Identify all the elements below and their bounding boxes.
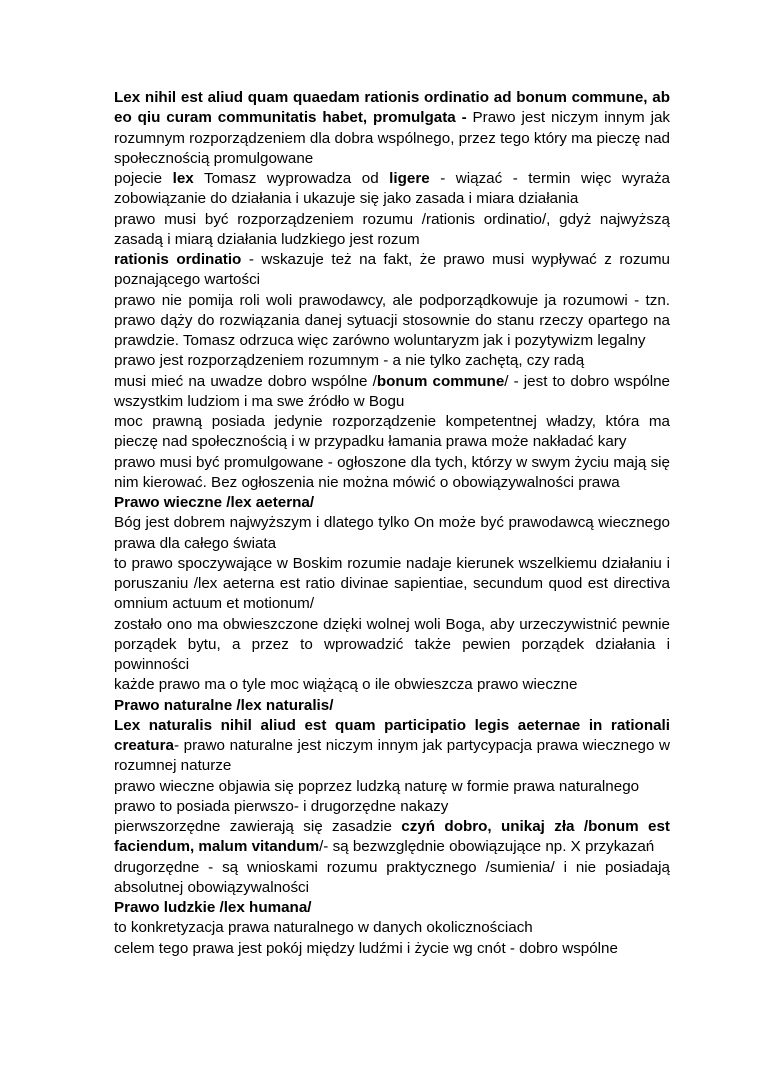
paragraph-text: prawo nie pomija roli woli prawodawcy, ale podporządkowuje ja rozumowi - tzn. prawo dąży do rozwiązania danej sytuacji stosownie do stanu rzeczy opartego na prawdzie. Tomasz odrzuca więc zarówno woluntaryzm jak i pozytywizm legalny — [114, 291, 670, 349]
paragraph-text: prawo musi być rozporządzeniem rozumu /rationis ordinatio/, gdyż najwyższą zasadą i miarą działania ludzkiego jest rozum — [114, 210, 670, 248]
term-ligere: ligere — [389, 170, 430, 187]
paragraph-text: moc prawną posiada jedynie rozporządzenie kompetentnej władzy, która ma pieczę nad społecznością i w przypadku łamania prawa może nakładać kary — [114, 413, 670, 451]
paragraph-divine-reason — [114, 554, 670, 615]
paragraph-lex-naturalis-definition — [114, 716, 670, 777]
paragraph-concretization — [114, 918, 670, 938]
paragraph-goal — [114, 939, 670, 959]
paragraph-text: prawo musi być promulgowane - ogłoszone dla tych, którzy w swym życiu mają się nim kierować. Bez ogłoszenia nie można mówić o obowiązywalności prawa — [114, 453, 670, 491]
paragraph-text: prawo jest rozporządzeniem rozumnym - a nie tylko zachętą, czy radą — [114, 352, 585, 370]
paragraph-lex-etymology — [114, 169, 670, 210]
paragraph-precepts — [114, 797, 670, 817]
latin-definition: Lex nihil est aliud quam quaedam rationis ordinatio ad bonum commune, ab eo qiu curam communitatis habet, promulgata - — [114, 89, 670, 127]
paragraph-text: musi mieć na uwadze dobro wspólne / — [114, 372, 377, 390]
paragraph-text: to prawo spoczywające w Boskim rozumie nadaje kierunek wszelkiemu działaniu i poruszaniu /lex aeterna est ratio divinae sapientiae, secundum quod est directiva omnium actuum et motionum/ — [114, 554, 670, 613]
paragraph-primary-precepts — [114, 817, 670, 858]
paragraph-text: / - jest to dobro wspólne wszystkim ludziom i ma swe źródło w Bogu — [114, 372, 670, 410]
heading-lex-humana: Prawo ludzkie /lex humana/ — [114, 899, 312, 916]
document-page — [114, 88, 670, 959]
paragraph-text: /- są bezwzględnie obowiązujące np. X przykazań — [319, 838, 655, 856]
term-rationis-ordinatio: rationis ordinatio — [114, 251, 242, 268]
paragraph-text: - wiązać - termin więc wyraża zobowiązanie do działania i ukazuje się jako zasada i miara działania — [114, 170, 670, 208]
paragraph-text: celem tego prawa jest pokój między ludźmi i życie wg cnót - dobro wspólne — [114, 939, 618, 957]
paragraph-legal-power — [114, 412, 670, 453]
term-bonum-faciendum: czyń dobro, unikaj zła /bonum est faciendum, malum vitandum — [114, 818, 670, 856]
heading-lex-aeterna: Prawo wieczne /lex aeterna/ — [114, 494, 315, 511]
paragraph-secondary-precepts — [114, 858, 670, 899]
paragraph-text: - wskazuje też na fakt, że prawo musi wypływać z rozumu poznającego wartości — [114, 251, 670, 289]
paragraph-text: pierwszorzędne zawierają się zasadzie — [114, 818, 402, 835]
paragraph-text: drugorzędne - są wnioskami rozumu praktycznego /sumienia/ i nie posiadają absolutnej obowiązywalności — [114, 858, 670, 896]
paragraph-text: każde prawo ma o tyle moc wiążącą o ile obwieszcza prawo wieczne — [114, 676, 578, 694]
paragraph-text: prawo to posiada pierwszo- i drugorzędne nakazy — [114, 797, 449, 815]
paragraph-promulgation — [114, 453, 670, 494]
paragraph-proclaimed — [114, 615, 670, 676]
paragraph-text: pojecie — [114, 170, 173, 187]
latin-definition: Lex naturalis nihil aliud est quam participatio legis aeternae in rationali creatura — [114, 716, 670, 754]
paragraph-text: to konkretyzacja prawa naturalnego w danych okolicznościach — [114, 919, 533, 937]
paragraph-common-good — [114, 372, 670, 413]
paragraph-binding-force — [114, 675, 670, 695]
paragraph-text: Prawo jest niczym innym jak rozumnym rozporządzeniem dla dobra wspólnego, przez tego który ma pieczę nad społecznością promulgowane — [114, 109, 670, 167]
paragraph-lex-definition — [114, 88, 670, 169]
paragraph-text: prawo wieczne objawia się poprzez ludzką naturę w formie prawa naturalnego — [114, 777, 640, 795]
paragraph-text: - prawo naturalne jest niczym innym jak partycypacja prawa wiecznego w rozumnej naturze — [114, 737, 670, 775]
paragraph-text: zostało ono ma obwieszczone dzięki wolnej woli Boga, aby urzeczywistnić pewnie porządek bytu, a przez to wprowadzić także pewien porządek działania i powinności — [114, 615, 670, 673]
paragraph-will-reason — [114, 291, 670, 352]
heading-lex-naturalis: Prawo naturalne /lex naturalis/ — [114, 696, 334, 714]
paragraph-text: Bóg jest dobrem najwyższym i dlatego tylko On może być prawodawcą wiecznego prawa dla całego świata — [114, 514, 670, 552]
paragraph-rational-decree — [114, 351, 670, 371]
paragraph-god-lawgiver — [114, 513, 670, 554]
term-lex: lex — [172, 170, 194, 187]
paragraph-human-nature — [114, 777, 670, 797]
paragraph-rationis-ordinatio — [114, 250, 670, 291]
term-bonum-commune: bonum commune — [376, 372, 505, 390]
paragraph-rationis — [114, 210, 670, 251]
paragraph-text: Tomasz wyprowadza od — [193, 170, 390, 187]
